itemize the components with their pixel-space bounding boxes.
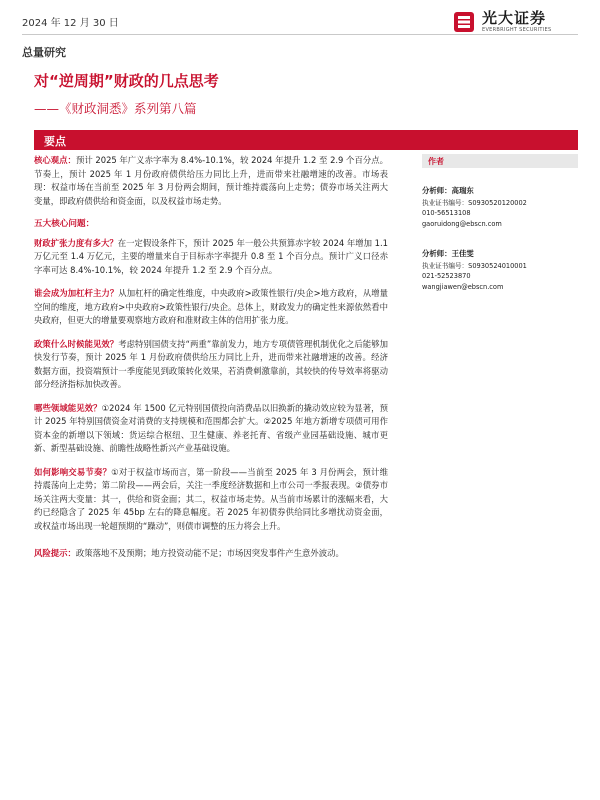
question-label: 政策什么时候能见效？: [34, 338, 119, 349]
header-divider: [22, 34, 578, 35]
questions-heading: 五大核心问题：: [34, 219, 95, 229]
analyst-email[interactable]: gaoruidong@ebscn.com: [422, 219, 502, 228]
author-banner: [422, 154, 578, 168]
question-paragraph: [34, 287, 388, 328]
analyst-phone: 021-52523870: [422, 272, 471, 280]
logo-en-text: EVERBRIGHT SECURITIES: [482, 27, 552, 33]
question-text: 从加杠杆的确定性维度，中央政府>政策性银行/央企>地方政府，从增量空间的维度，地方政府>中央政府>政策性银行/央企。总体上，财政发力的确定性来源依然看中央政府，但更大的增量要观察地方政府和准财政主体的信用扩张力度。: [34, 288, 389, 325]
author-banner-label: 作者: [428, 157, 444, 166]
question-label: 谁会成为加杠杆主力？: [34, 288, 119, 298]
analyst-cert: 执业证书编号：S0930524010001: [422, 261, 527, 270]
risk-text: 政策落地不及预期；地方投资动能不足；市场因突发事件产生意外波动。: [75, 548, 344, 558]
keypoints-banner: [34, 130, 578, 150]
question-paragraph: [34, 237, 388, 278]
risk-paragraph: [34, 547, 388, 561]
question-paragraph: [34, 466, 388, 534]
question-text: ①2024 年 1500 亿元特别国债投向消费品以旧换新的撬动效应较为显著，预计 2025 年特别国债资金对消费的支持规模和范围都会扩大。②2025 年地方新增专项债可用作资本金的新增以下领域：货运综合枢纽、卫生健康、养老托育、省级产业园基础设施、城市更新、新型基础设施、前瞻性战略性新兴产业基础设施。: [34, 402, 389, 453]
analyst-card: [422, 249, 578, 292]
report-subtitle: ——《财政洞悉》系列第八篇: [34, 101, 197, 116]
risk-label: 风险提示：: [34, 548, 76, 558]
question-text: ①对于权益市场而言，第一阶段——当前至 2025 年 3 月份两会，预计维持震荡向上走势；第二阶段——两会后，关注一季度经济数据和上市公司一季报表现。②债券市场关注两大变量：其一，供给和资金面；其二，权益市场走势。从当前市场累计的涨幅来看，大约已经隐含了 2025 年 45bp 左右的降息幅度。若 2025 年初债券供给同比多增扰动资金面，或权益市场出现一轮超预期的“躁动”，则债市调整的压力将会上升。: [34, 466, 388, 531]
question-label: 如何影响交易节奏？: [34, 466, 112, 477]
author-sidebar: [422, 154, 578, 312]
question-text: 在一定假设条件下，预计 2025 年一般公共预算赤字较 2024 年增加 1.1 万亿元至 1.4 万亿元，主要的增量来自于目标赤字率提升 0.8 至 1 个百分点。预计广义口径赤字率可达 8.4%-10.1%，较 2024 年提升 1.2 至 2.9 个百分点。: [34, 237, 389, 275]
everbright-logo-icon: [452, 10, 476, 34]
analyst-phone: 010-56513108: [422, 209, 471, 217]
core-view-text: 预计 2025 年广义赤字率为 8.4%-10.1%，较 2024 年提升 1.2 至 2.9 个百分点。节奏上，预计 2025 年 1 月份政府债供给压力同比上升，进而带来社融增速的改善。市场表现：权益市场在当前至 2025 年 3 月份两会期间，预计维持震荡向上走势；债券市场关注两大变量，即政府债供给和资金面，以及权益市场走势。: [34, 155, 388, 206]
analyst-cert: 执业证书编号：S0930520120002: [422, 198, 527, 207]
logo-cn-text: 光大证券: [482, 9, 547, 27]
main-content: [34, 154, 388, 571]
section-label: 总量研究: [22, 46, 66, 59]
question-paragraph: [34, 402, 388, 456]
question-label: 财政扩张力度有多大？: [34, 237, 118, 248]
report-date: 2024 年 12 月 30 日: [22, 18, 119, 29]
question-text: 考虑特别国债支持“两重”靠前发力，地方专项债管理机制优化之后能够加快发行节奏，预计 2025 年 1 月份政府债供给压力同比上升，进而带来社融增速的改善。经济数据方面，投资端预计一季度能见到政策转化效果，若消费刺激靠前，其较快的传导效率将驱动部分经济指标加快改善。: [34, 338, 388, 389]
core-view-label: 核心观点：: [34, 155, 76, 165]
analyst-email[interactable]: wangjiawen@ebscn.com: [422, 282, 504, 291]
analyst-name: 分析师：高瑞东: [422, 186, 474, 195]
question-label: 哪些领域能见效？: [34, 402, 102, 413]
core-view-paragraph: [34, 154, 388, 208]
analyst-name: 分析师：王佳雯: [422, 249, 474, 258]
analyst-card: [422, 186, 578, 229]
keypoints-label: 要点: [44, 135, 66, 148]
report-title: 对“逆周期”财政的几点思考: [34, 72, 219, 90]
question-paragraph: [34, 338, 388, 392]
